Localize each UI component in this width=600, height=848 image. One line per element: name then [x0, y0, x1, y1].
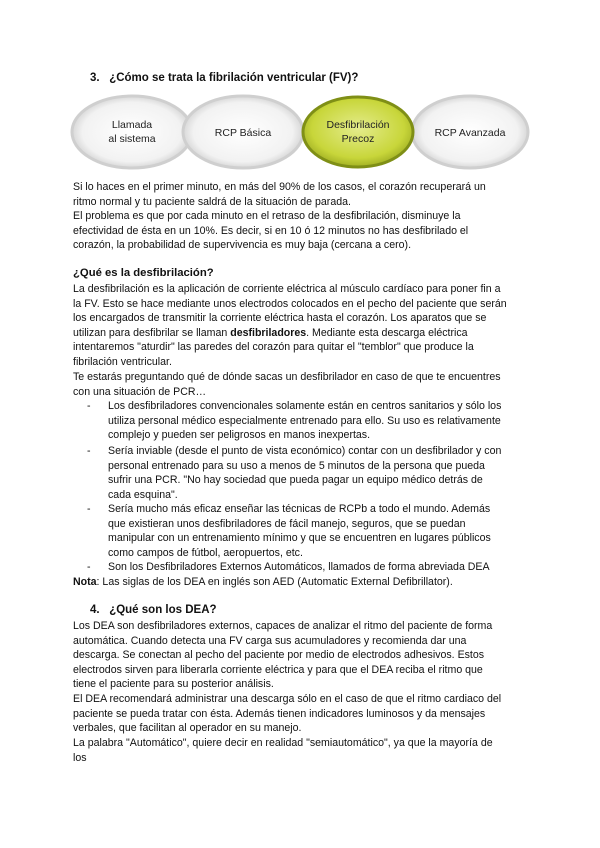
note-label: Nota: [73, 576, 97, 588]
text-line: Los desfibriladores convencionales solamente están en centros sanitarios y sólo los: [108, 400, 502, 412]
text-line: fibrilación ventricular.: [73, 355, 172, 368]
bullet-text: [108, 560, 529, 575]
text-line: Si lo haces en el primer minuto, en más del 90% de los casos, el corazón recuperará un: [73, 181, 486, 193]
bullet-dash: -: [87, 445, 91, 457]
text-line: [73, 326, 529, 341]
text-line: Sería inviable (desde el punto de vista económico) contar con un desfibrilador y con: [108, 445, 502, 457]
section-3-heading: [90, 72, 358, 84]
text-line: verbales, que facilitan al operador en su manejo.: [73, 722, 302, 735]
text-span: . Mediante esta descarga eléctrica: [306, 326, 468, 339]
text-line: tiene el paciente para su posterior análisis.: [73, 678, 274, 691]
text-line: corazón, la probabilidad de supervivencia es muy baja (cercana a cero).: [73, 239, 412, 252]
text-line: Sería mucho más eficaz enseñar las técnicas de RCPb a todo el mundo. Además: [108, 503, 491, 515]
text-line: Son los Desfibriladores Externos Automáticos, llamados de forma abreviada DEA: [108, 561, 490, 573]
section-3-number: 3.: [90, 72, 100, 84]
text-line: La palabra "Automático", quiere decir en realidad "semiautomático", ya que la mayoría de: [73, 737, 493, 749]
bullet-dash: -: [87, 561, 91, 573]
note-aed: [73, 575, 529, 590]
bullet-dash: -: [87, 400, 91, 412]
chain-link-4-line1: RCP Avanzada: [434, 127, 506, 139]
text-line: sufrir una PCR. "No hay sociedad que pueda pagar un equipo médico detrás de: [108, 474, 483, 487]
paragraph-dea-recommendation: [73, 692, 529, 736]
bullet-text: [108, 444, 529, 502]
paragraph-question-pcr: [73, 370, 529, 399]
text-line: Te estarás preguntando qué de dónde sacas un desfibrilador en caso de que te encuentres: [73, 371, 501, 383]
term-desfibriladores: desfibriladores: [230, 326, 307, 339]
chain-of-survival-diagram: [70, 92, 530, 172]
paragraph-desfibrilacion: [73, 282, 529, 370]
chain-link-1-shape: [72, 96, 192, 168]
text-line: la FV. Esto se hace mediante unos electrodos colocados en el pecho del paciente que serán: [73, 297, 507, 310]
text-line: con una situación de PCR…: [73, 385, 207, 398]
text-line: utiliza personal médico especialmente entrenado para ello. Su uso es relativamente: [108, 414, 501, 427]
text-line: El DEA recomendará administrar una descarga sólo en el caso de que el ritmo cardiaco del: [73, 693, 502, 705]
text-line: ritmo normal y tu paciente saldrá de la situación de parada.: [73, 195, 351, 208]
section-4-title: ¿Qué son los DEA?: [109, 604, 217, 616]
text-line: automática. Cuando detecta una FV carga sus acumuladores y recomienda dar una: [73, 634, 467, 647]
section-4-heading: [90, 604, 217, 616]
chain-link-3-line1: Desfibrilación: [326, 119, 390, 131]
text-line: descarga. Se conectan al pecho del paciente por medio de electrodos adhesivos. Estos: [73, 649, 485, 662]
paragraph-first-minute: [73, 180, 529, 209]
text-line: intentaremos "aturdir" las paredes del corazón para quitar el "temblor" que produce la: [73, 341, 474, 354]
section-4-number: 4.: [90, 604, 100, 616]
text-line: los: [73, 751, 87, 764]
chain-link-3-line2: Precoz: [341, 133, 375, 145]
heading-desfibrilacion: ¿Qué es la desfibrilación?: [73, 267, 214, 279]
chain-link-1-line1: Llamada: [111, 119, 153, 131]
paragraph-delay-problem: [73, 209, 529, 253]
note-text: : Las siglas de los DEA en inglés son AED (Automatic External Defibrillator).: [96, 576, 453, 588]
text-line: La desfibrilación es la aplicación de corriente eléctrica al músculo cardíaco para poner fin a: [73, 283, 501, 295]
chain-link-1-line2: al sistema: [108, 133, 156, 145]
chain-link-3-shape: [303, 97, 413, 167]
text-span: utilizan para desfibrilar se llaman: [73, 326, 231, 339]
text-line: como campos de fútbol, aeropuertos, etc.: [108, 546, 303, 559]
text-line: paciente se pueda tratar con ésta. Además tienen indicadores luminosos y da mensajes: [73, 707, 486, 720]
text-line: El problema es que por cada minuto en el retraso de la desfibrilación, disminuye la: [73, 210, 461, 222]
bullet-text: [108, 502, 529, 560]
paragraph-automatico: [73, 736, 529, 765]
text-line: que existieran unos desfibriladores de fácil manejo, seguros, que se puedan: [108, 517, 466, 530]
chain-link-2-line1: RCP Básica: [214, 127, 272, 139]
text-line: complejo y pueden ser peligrosos en manos inexpertas.: [108, 429, 371, 442]
bullet-text: [108, 399, 529, 443]
text-line: efectividad de ésta en un 10%. Es decir, si en 10 ó 12 minutos no has desfibrilado el: [73, 224, 469, 237]
text-line: electrodos sirven para liberarla corriente eléctrica y para que el DEA reciba el ritmo que: [73, 663, 483, 676]
text-line: cada esquina".: [108, 488, 178, 501]
text-line: los encargados de transmitir la corriente eléctrica hasta el corazón. Los aparatos que se: [73, 312, 487, 325]
paragraph-dea-definition: [73, 619, 529, 692]
text-line: manipular con un entrenamiento mínimo y que se encuentren en lugares públicos: [108, 532, 491, 545]
text-line: personal entrenado para su uso a menos de 5 minutos de la persona que pueda: [108, 459, 485, 472]
bullet-dash: -: [87, 503, 91, 515]
section-3-title: ¿Cómo se trata la fibrilación ventricular (FV)?: [109, 72, 359, 84]
text-line: Los DEA son desfibriladores externos, capaces de analizar el ritmo del paciente de forma: [73, 620, 493, 632]
